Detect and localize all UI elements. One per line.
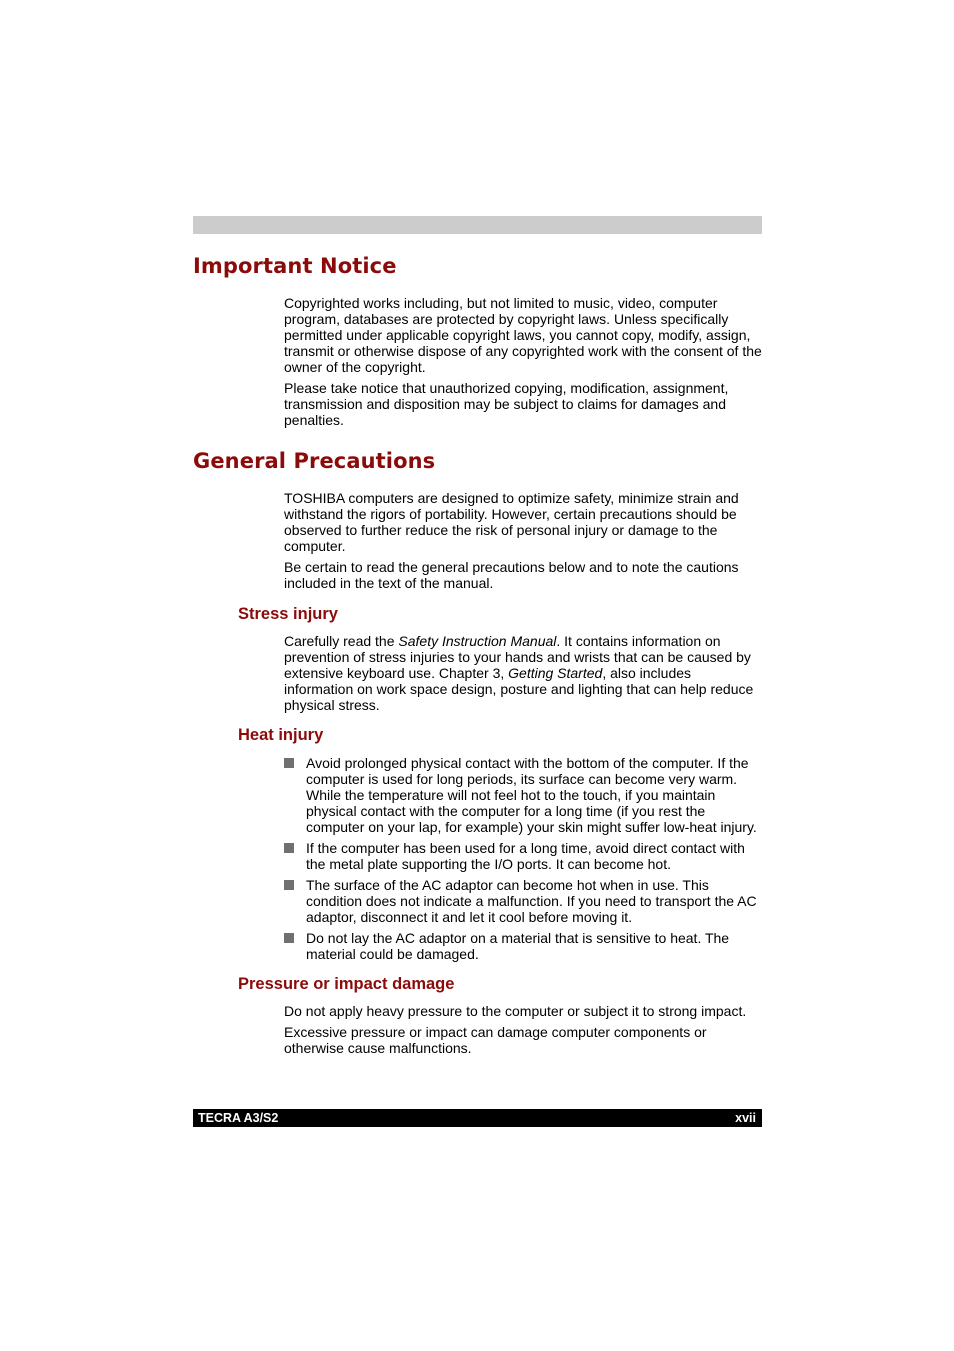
footer-model: TECRA A3/S2 bbox=[198, 1111, 279, 1125]
list-item-text: Avoid prolonged physical contact with the bottom of the computer. If the computer is used for long periods, its surface can become very warm. While the temperature will not feel hot to the touch, if you maintain physical contact with the computer for a long time (if you rest the computer on your lap, for example) your skin might suffer low-heat injury. bbox=[306, 755, 757, 835]
stress-text-3: , also includes information on work space design, posture and lighting that can help reduce physical stress. bbox=[284, 665, 754, 713]
square-bullet-icon bbox=[284, 758, 294, 768]
important-notice-paragraph-2: Please take notice that unauthorized copying, modification, assignment, transmission and disposition may be subject to claims for damages and penalties. bbox=[284, 380, 729, 428]
safety-manual-title: Safety Instruction Manual bbox=[398, 633, 557, 649]
header-bar bbox=[193, 216, 762, 234]
heat-injury-heading: Heat injury bbox=[238, 726, 324, 744]
list-item-text: If the computer has been used for a long time, avoid direct contact with the metal plate supporting the I/O ports. It can become hot. bbox=[306, 840, 745, 872]
stress-injury-heading: Stress injury bbox=[238, 605, 338, 623]
important-notice-paragraph-1: Copyrighted works including, but not limited to music, video, computer program, databases are protected by copyright laws. Unless specifically permitted under applicable copyright laws, you cannot copy, modify, assign, transmit or otherwise dispose of any copyrighted work with the consent of the owner of the copyright. bbox=[284, 295, 762, 375]
list-item bbox=[284, 755, 762, 835]
general-precautions-paragraph-2: Be certain to read the general precautions below and to note the cautions included in the text of the manual. bbox=[284, 559, 739, 591]
page-footer bbox=[193, 1109, 762, 1127]
square-bullet-icon bbox=[284, 843, 294, 853]
chapter-title: Getting Started bbox=[508, 665, 603, 681]
pressure-paragraph-2: Excessive pressure or impact can damage computer components or otherwise cause malfunctions. bbox=[284, 1024, 707, 1056]
stress-text-1: Carefully read the bbox=[284, 633, 399, 649]
list-item-text: The surface of the AC adaptor can become hot when in use. This condition does not indicate a malfunction. If you need to transport the AC adaptor, disconnect it and let it cool before moving it. bbox=[306, 877, 757, 925]
stress-text-2: . It contains information on prevention of stress injuries to your hands and wrists that can be caused by extensive keyboard use. Chapter 3, bbox=[284, 633, 751, 681]
list-item bbox=[284, 930, 762, 962]
stress-injury-paragraph bbox=[284, 633, 762, 713]
pressure-damage-heading: Pressure or impact damage bbox=[238, 975, 455, 993]
general-precautions-paragraph-1: TOSHIBA computers are designed to optimize safety, minimize strain and withstand the rigors of portability. However, certain precautions should be observed to further reduce the risk of personal injury or damage to the computer. bbox=[284, 490, 739, 554]
footer-page-number: xvii bbox=[735, 1111, 756, 1125]
general-precautions-heading: General Precautions bbox=[193, 449, 436, 473]
list-item-text: Do not lay the AC adaptor on a material that is sensitive to heat. The material could be damaged. bbox=[306, 930, 730, 962]
heat-injury-list bbox=[284, 755, 762, 967]
square-bullet-icon bbox=[284, 880, 294, 890]
list-item bbox=[284, 840, 762, 872]
list-item bbox=[284, 877, 762, 925]
pressure-paragraph-1: Do not apply heavy pressure to the computer or subject it to strong impact. bbox=[284, 1003, 747, 1019]
square-bullet-icon bbox=[284, 933, 294, 943]
important-notice-heading: Important Notice bbox=[193, 254, 397, 278]
